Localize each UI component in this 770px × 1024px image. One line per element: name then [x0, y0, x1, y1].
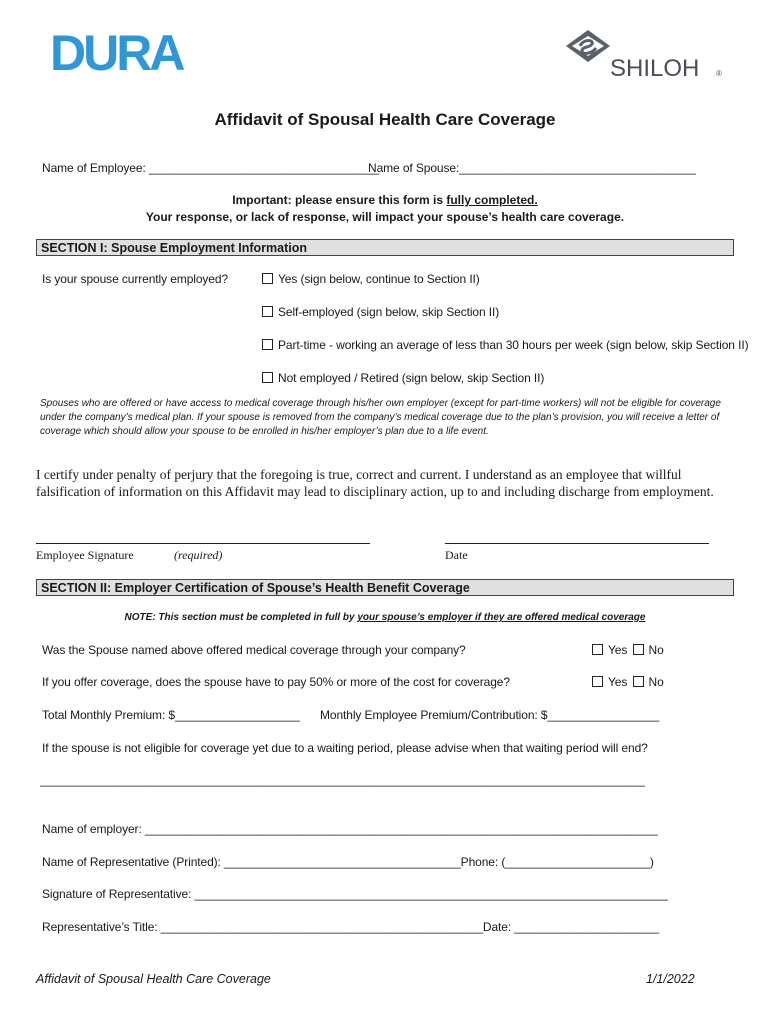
q1-yes-label: Yes: [608, 643, 628, 657]
shiloh-mark-icon: [566, 30, 610, 62]
section1-heading: SECTION I: Spouse Employment Information: [36, 239, 734, 256]
dura-logo-text: DURA: [50, 30, 183, 74]
shiloh-logo: [566, 28, 726, 84]
option-not-employed[interactable]: [262, 371, 544, 385]
important-prefix: Important: please ensure this form is: [232, 193, 447, 207]
option-not-employed-label: Not employed / Retired (sign below, skip Section II): [278, 371, 545, 385]
important-line-1: [0, 193, 770, 207]
waiting-period-line[interactable]: ____________________________________________________________________________________________: [40, 773, 645, 787]
q2-answers: [592, 675, 664, 689]
employee-name-field[interactable]: Name of Employee: ___________________________________: [42, 161, 379, 175]
coverage-notice: Spouses who are offered or have access to medical coverage through his/her own employer (except for part-time workers) will not be eligible for coverage under the company’s medical plan. If your spouse is removed from the company’s medical coverage due to the plan’s provision, you will receive a letter of coverage which should allow your spouse to be enrolled in his/her employer’s plan due to a life event.: [40, 398, 721, 437]
footer-title: Affidavit of Spousal Health Care Coverage: [36, 972, 271, 986]
section2-note: [0, 612, 770, 623]
option-self-employed-label: Self-employed (sign below, skip Section II): [278, 305, 500, 319]
representative-name-field[interactable]: Name of Representative (Printed): ____________________________________Phone: (______________________): [42, 855, 654, 869]
employee-signature-line[interactable]: [36, 543, 370, 544]
footer-date: 1/1/2022: [646, 972, 695, 986]
q1-yes-checkbox[interactable]: [592, 644, 603, 655]
offered-coverage-question: Was the Spouse named above offered medical coverage through your company?: [42, 643, 466, 657]
option-yes-label: Yes (sign below, continue to Section II): [278, 272, 480, 286]
total-premium-field[interactable]: Total Monthly Premium: $___________________: [42, 708, 300, 722]
q1-no-checkbox[interactable]: [633, 644, 644, 655]
representative-signature-field[interactable]: Signature of Representative: ________________________________________________________________________: [42, 887, 668, 901]
date-label: Date: [445, 548, 468, 562]
q1-no-label: No: [648, 643, 664, 657]
certification-text: I certify under penalty of perjury that the foregoing is true, correct and current. I understand as an employee that willful falsification of information on this Affidavit may lead to disciplinary action, up to and including discharge from employment.: [36, 467, 714, 499]
representative-title-field[interactable]: Representative’s Title: _________________________________________________Date: ______________________: [42, 920, 659, 934]
waiting-period-question: If the spouse is not eligible for coverage yet due to a waiting period, please advise when that waiting period will end?: [42, 741, 648, 755]
employee-signature-label: Employee Signature: [36, 548, 134, 562]
q2-yes-label: Yes: [608, 675, 628, 689]
section2-heading: SECTION II: Employer Certification of Spouse’s Health Benefit Coverage: [36, 579, 734, 596]
employer-name-field[interactable]: Name of employer: ______________________________________________________________________________: [42, 822, 658, 836]
checkbox-self-employed[interactable]: [262, 306, 273, 317]
employment-question: Is your spouse currently employed?: [42, 272, 229, 286]
dura-logo: [50, 30, 190, 74]
page-title: Affidavit of Spousal Health Care Coverage: [214, 110, 556, 129]
option-part-time[interactable]: [262, 338, 748, 352]
option-part-time-label: Part-time - working an average of less than 30 hours per week (sign below, skip Section II): [278, 338, 749, 352]
note-underlined: your spouse’s employer if they are offered medical coverage: [357, 612, 646, 623]
q2-no-label: No: [648, 675, 664, 689]
cost-share-question: If you offer coverage, does the spouse have to pay 50% or more of the cost for coverage?: [42, 675, 510, 689]
note-prefix: NOTE: This section must be completed in full by: [124, 612, 358, 623]
checkbox-yes[interactable]: [262, 273, 273, 284]
important-line-2: Your response, or lack of response, will impact your spouse’s health care coverage.: [145, 210, 625, 224]
spouse-name-field[interactable]: Name of Spouse:____________________________________: [368, 161, 696, 175]
q2-yes-checkbox[interactable]: [592, 676, 603, 687]
important-underlined: fully completed.: [446, 193, 538, 207]
q2-no-checkbox[interactable]: [633, 676, 644, 687]
shiloh-logo-text: SHILOH: [610, 55, 700, 82]
option-self-employed[interactable]: [262, 305, 499, 319]
checkbox-part-time[interactable]: [262, 339, 273, 350]
q1-answers: [592, 643, 664, 657]
option-yes[interactable]: [262, 272, 480, 286]
required-label: (required): [174, 548, 223, 562]
registered-mark: ®: [716, 69, 722, 78]
employee-premium-field[interactable]: Monthly Employee Premium/Contribution: $_________________: [320, 708, 660, 722]
date-line[interactable]: [445, 543, 709, 544]
checkbox-not-employed[interactable]: [262, 372, 273, 383]
